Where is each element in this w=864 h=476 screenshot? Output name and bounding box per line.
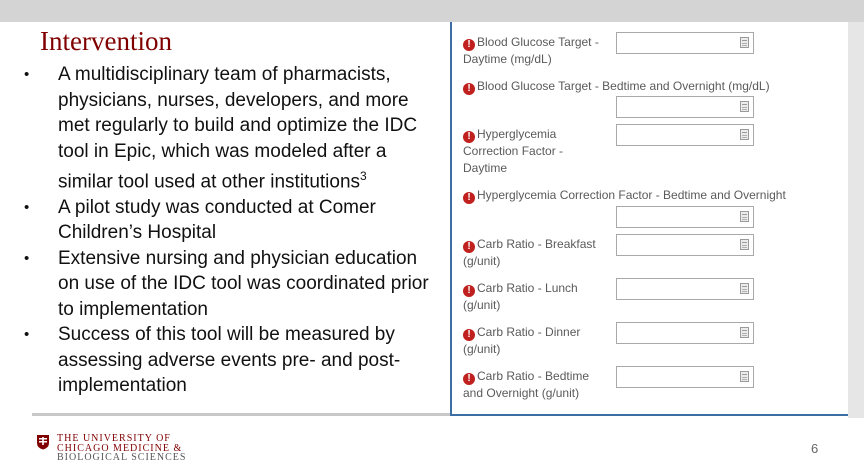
logo-line-1: THE UNIVERSITY OF [57,433,171,444]
exclamation-circle-icon: ! [463,241,475,253]
divider [32,413,452,416]
citation-superscript: 3 [360,169,367,183]
exclamation-circle-icon: ! [463,192,475,204]
lookup-icon[interactable] [740,327,749,338]
bullet-item [24,322,434,399]
field-label-correction-daytime: ! Hyperglycemia Correction Factor - Daytime [463,127,564,175]
logo-line-3: BIOLOGICAL SCIENCES [57,452,187,463]
epic-form-panel [450,22,850,416]
carb-ratio-bedtime-input[interactable] [616,366,754,388]
lookup-icon[interactable] [740,101,749,112]
carb-ratio-dinner-input[interactable] [616,322,754,344]
field-label-carb-lunch: ! Carb Ratio - Lunch (g/unit) [463,281,578,312]
bullet-dot: • [24,249,30,267]
bg-target-bedtime-input[interactable] [616,96,754,118]
bg-target-daytime-input[interactable] [616,32,754,54]
bullet-text: A pilot study was conducted at Comer Children’s Hospital [58,196,376,244]
lookup-icon[interactable] [740,371,749,382]
bullet-item [24,195,434,246]
field-label-carb-dinner: ! Carb Ratio - Dinner (g/unit) [463,325,581,356]
lookup-icon[interactable] [740,211,749,222]
field-label-carb-breakfast: ! Carb Ratio - Breakfast (g/unit) [463,237,596,268]
university-logo [36,434,186,463]
field-label-correction-bedtime: ! Hyperglycemia Correction Factor - Bedtime and Overnight [463,187,843,204]
bullet-dot: • [24,198,30,216]
carb-ratio-lunch-input[interactable] [616,278,754,300]
crest-icon [36,434,50,450]
page-number: 6 [811,441,819,456]
exclamation-circle-icon: ! [463,373,475,385]
bullet-text: Success of this tool will be measured by assessing adverse events pre- and post-implementation [58,324,401,397]
bullet-item [24,62,434,195]
field-label-bg-target-bedtime: ! Blood Glucose Target - Bedtime and Overnight (mg/dL) [463,78,833,95]
lookup-icon[interactable] [740,239,749,250]
exclamation-circle-icon: ! [463,83,475,95]
exclamation-circle-icon: ! [463,285,475,297]
bullet-text: Extensive nursing and physician education on use of the IDC tool was coordinated prior to implementation [58,247,429,320]
carb-ratio-breakfast-input[interactable] [616,234,754,256]
bullet-dot: • [24,66,30,83]
exclamation-circle-icon: ! [463,329,475,341]
correction-daytime-input[interactable] [616,124,754,146]
logo-line-2: CHICAGO MEDICINE & [57,442,183,454]
exclamation-circle-icon: ! [463,39,475,51]
window-edge [848,22,864,418]
correction-bedtime-input[interactable] [616,206,754,228]
slide-title: Intervention [40,26,172,56]
bullet-list [24,62,434,399]
exclamation-circle-icon: ! [463,131,475,143]
field-label-bg-target-daytime: ! Blood Glucose Target - Daytime (mg/dL) [463,35,599,66]
lookup-icon[interactable] [740,283,749,294]
bullet-item [24,246,434,323]
bullet-dot: • [24,326,30,344]
top-bar [0,0,864,22]
lookup-icon[interactable] [740,129,749,140]
field-label-carb-bedtime: ! Carb Ratio - Bedtime and Overnight (g/unit) [463,369,590,400]
bullet-text: A multidisciplinary team of pharmacists, physicians, nurses, developers, and more met regularly to build and optimize the IDC tool in Epic, which was modeled after a similar tool used at other institutions [58,64,418,193]
lookup-icon[interactable] [740,37,749,48]
